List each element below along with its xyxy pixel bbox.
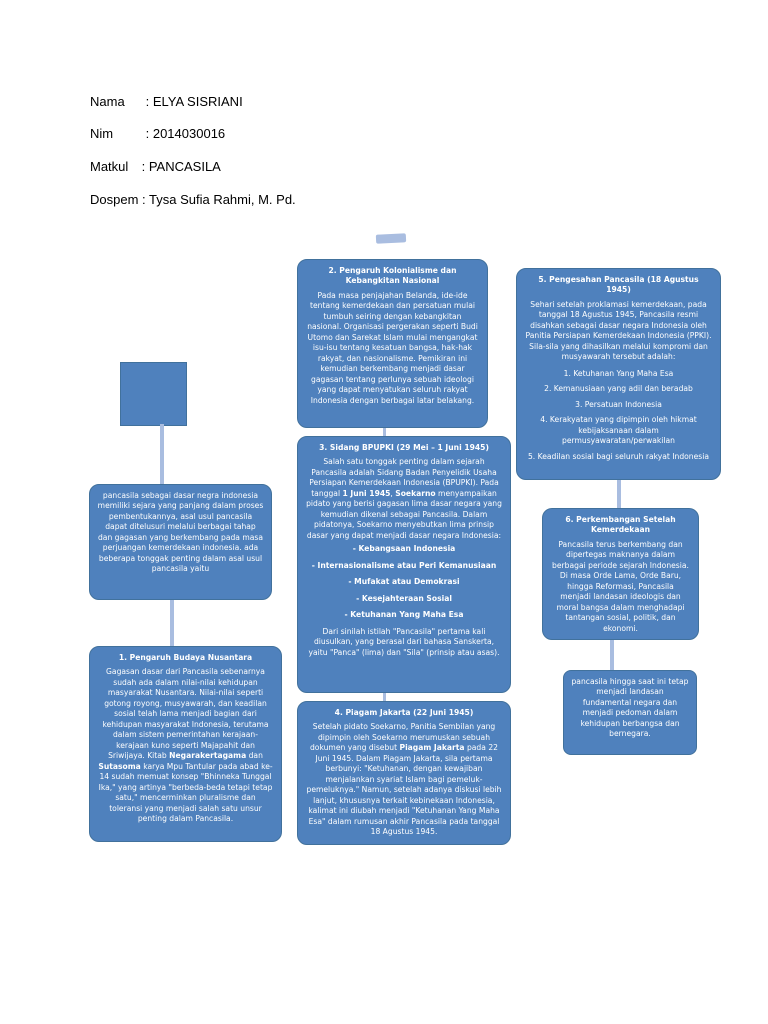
nim-label: Nim [90, 126, 114, 141]
box3-item: - Internasionalisme atau Peri Kemanusiaan [311, 560, 497, 570]
box4-title: 4. Piagam Jakarta (22 Juni 1945) [334, 708, 474, 717]
box-kolonialisme [297, 259, 488, 428]
box2-title: 2. Pengaruh Kolonialisme dan Kebangkitan Nasional [328, 266, 457, 286]
box-sidang-bpupki [297, 436, 511, 693]
box3-item: - Ketuhanan Yang Maha Esa [344, 610, 464, 620]
intro-text: pancasila sebagai dasar negra indonesia memiliki sejara yang panjang dalam proses pembentukannya, asal usul pancasila dapat ditelusuri melalui berbagai tahap dan gagasan yang berkembang pada masa perjuangan kemerdekaan indonesia. ada beberapa tonggak penting dalam asal usul pancasila yaitu [97, 491, 264, 574]
conclusion-box [563, 670, 697, 755]
box3-item: - Kebangsaan Indonesia [352, 544, 456, 554]
box3-closing: Dari sinilah istilah "Pancasila" pertama kali diusulkan, yang berasal dari bahasa Sanskerta, yaitu "Panca" (lima) dan "Sila" (prinsip atau asas). [308, 626, 500, 657]
box5-title: 5. Pengesahan Pancasila (18 Agustus 1945) [538, 275, 699, 295]
connector-root-intro [160, 424, 164, 484]
box5-item: 3. Persatuan Indonesia [575, 399, 662, 409]
nama-value: : ELYA SISRIANI [145, 94, 243, 109]
matkul-label: Matkul [90, 159, 129, 174]
conclusion-text: pancasila hingga saat ini tetap menjadi landasan fundamental negara dan menjadi pedoman dalam kehidupan berbangsa dan bernegara. [571, 677, 689, 739]
connector-box5-box6 [617, 480, 621, 510]
matkul-value: : PANCASILA [141, 159, 221, 174]
header-dospem: Dospem : Tysa Sufia Rahmi, M. Pd. [90, 192, 296, 207]
box1-title: 1. Pengaruh Budaya Nusantara [118, 653, 253, 662]
header-nim [90, 126, 225, 141]
box3-item: - Mufakat atau Demokrasi [348, 577, 460, 587]
box4-text: Setelah pidato Soekarno, Panitia Sembilan yang dipimpin oleh Soekarno merumuskan sebuah dokumen yang disebut Piagam Jakarta pada 22 Juni 1945. Dalam Piagam Jakarta, sila pertama berbunyi: "Ketuhanan, dengan kewajiban menjalankan syariat Islam bagi pemeluk-pemeluknya." Namun, setelah adanya diskusi lebih lanjut, khususnya terkait kebinekaan Indonesia, kalimat ini diubah menjadi "Ketuhanan Yang Maha Esa" dalam rumusan akhir Pancasila pada tanggal 18 Agustus 1945. [306, 722, 502, 837]
intro-box [89, 484, 272, 600]
header-matkul [90, 159, 221, 174]
box-piagam-jakarta [297, 701, 511, 845]
box5-item: 1. Ketuhanan Yang Maha Esa [563, 368, 674, 378]
connector-box6-conclusion [610, 640, 614, 670]
box5-item: 2. Kemanusiaan yang adil dan beradab [544, 384, 693, 394]
box-pengesahan [516, 268, 721, 480]
nim-value: : 2014030016 [145, 126, 226, 141]
box6-text: Pancasila terus berkembang dan dipertegas maknanya dalam berbagai periode sejarah Indonesia. Di masa Orde Lama, Orde Baru, hingga Reformasi, Pancasila menjadi landasan ideologis dan moral bangsa dalam menghadapi tantangan sosial, politik, dan ekonomi. [552, 539, 689, 633]
box2-text: Pada masa penjajahan Belanda, ide-ide tentang kemerdekaan dan persatuan mulai tumbuh seiring dengan kebangkitan nasional. Organisasi pergerakan seperti Budi Utomo dan Sarekat Islam mulai mengangkat isu-isu tentang kesatuan bangsa, hak-hak rakyat, dan nasionalisme. Pemikiran ini kemudian berkembang menjadi dasar gagasan tentang perlunya sebuah ideologi yang dapat menyatukan seluruh rakyat Indonesia dengan berbagai latar belakang. [307, 290, 478, 405]
box6-title: 6. Perkembangan Setelah Kemerdekaan [565, 515, 676, 535]
header-nama [90, 94, 243, 109]
top-connector [376, 233, 406, 244]
box-budaya-nusantara [89, 646, 282, 842]
box3-text: Salah satu tonggak penting dalam sejarah Pancasila adalah Sidang Badan Penyelidik Usaha Persiapan Kemerdekaan Indonesia (BPUPKI). Pada tanggal 1 Juni 1945, Soekarno menyampaikan pidato yang berisi gagasan lima dasar negara yang kemudian dikenal sebagai Pancasila. Dalam pidatonya, Soekarno menyebutkan lima prinsip dasar yang dapat menjadi dasar negara Indonesia: [306, 457, 502, 540]
box-perkembangan [542, 508, 699, 640]
nama-label: Nama [90, 94, 125, 109]
box5-item: 5. Keadilan sosial bagi seluruh rakyat Indonesia [527, 451, 710, 461]
box5-text: Sehari setelah proklamasi kemerdekaan, pada tanggal 18 Agustus 1945, Pancasila resmi disahkan sebagai dasar negara Indonesia oleh Panitia Persiapan Kemerdekaan Indonesia (PPKI). Sila-sila yang dihasilkan melalui kompromi dan musyawarah tersebut adalah: [525, 299, 712, 362]
root-square [120, 362, 187, 426]
box5-item: 4. Kerakyatan yang dipimpin oleh hikmat kebijaksanaan dalam permusyawaratan/perwakilan [540, 415, 697, 446]
box1-text: Gagasan dasar dari Pancasila sebenarnya sudah ada dalam nilai-nilai kehidupan masyarakat Nusantara. Nilai-nilai seperti gotong royong, musyawarah, dan keadilan sosial telah lama menjadi bagian dari kehidupan masyarakat Indonesia, terutama dalam sistem pemerintahan kerajaan-kerajaan kuno seperti Majapahit dan Sriwijaya. Kitab Negarakertagama dan Sutasoma karya Mpu Tantular pada abad ke-14 sudah memuat konsep "Bhinneka Tunggal Ika," yang artinya "berbeda-beda tetapi tetap satu," mencerminkan pluralisme dan toleransi yang menjadi salah satu unsur penting dalam Pancasila. [98, 667, 273, 824]
connector-intro-box1 [170, 600, 174, 648]
box3-title: 3. Sidang BPUPKI (29 Mei – 1 Juni 1945) [319, 443, 489, 452]
box3-item: - Kesejahteraan Sosial [356, 593, 452, 603]
